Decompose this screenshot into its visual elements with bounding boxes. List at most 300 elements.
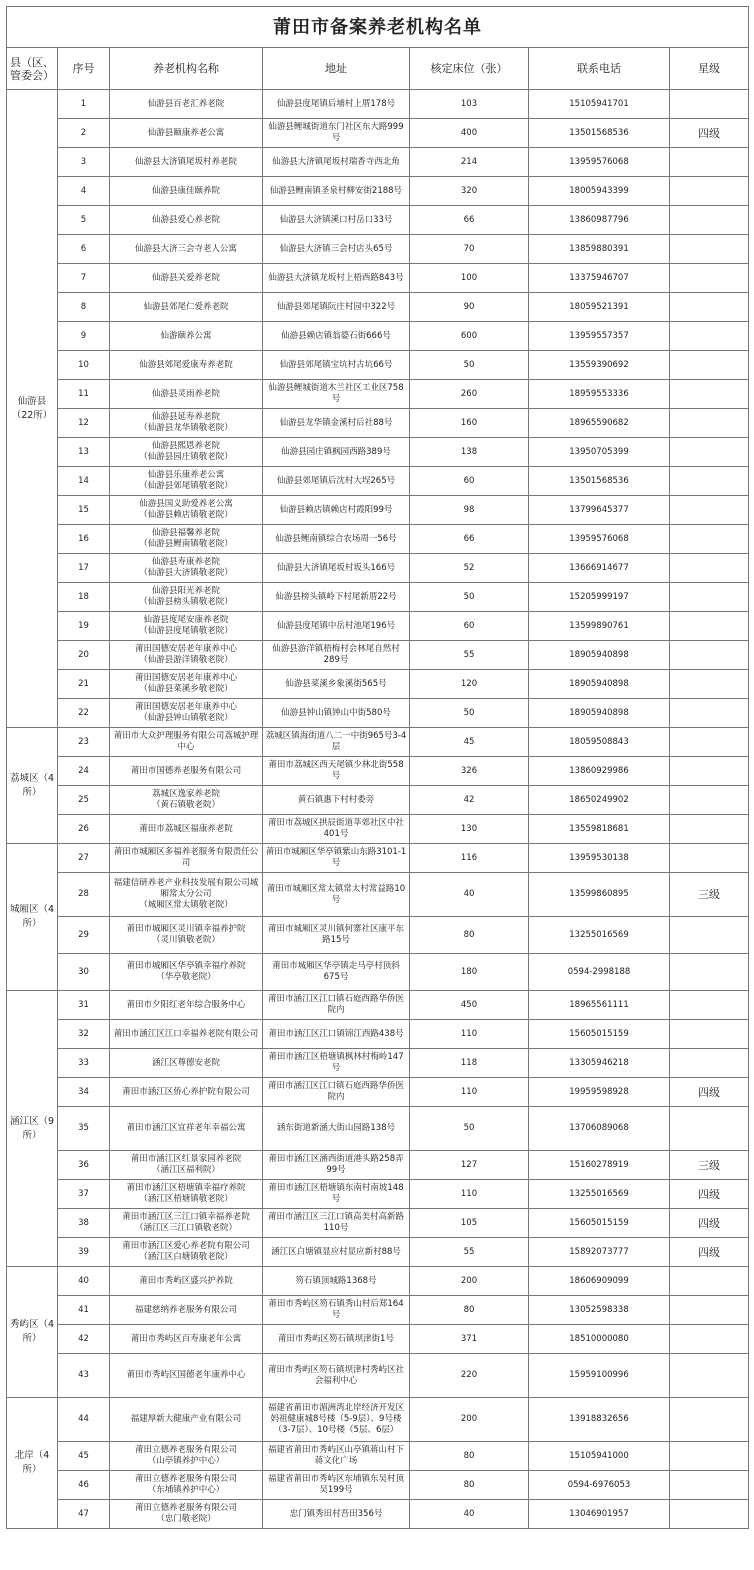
star-cell [670,264,749,293]
phone-cell: 18510000080 [529,1325,670,1354]
table-row [7,1107,749,1151]
name-cell: 莆田市涵江区三江口镇幸福养老院 （涵江区三江口镇敬老院） [110,1209,263,1238]
table-row [7,264,749,293]
seq-cell: 3 [58,148,110,177]
beds-cell: 600 [410,322,529,351]
seq-cell: 37 [58,1180,110,1209]
header-phone: 联系电话 [529,48,670,90]
star-cell [670,293,749,322]
phone-cell: 18905940898 [529,699,670,728]
beds-cell: 55 [410,641,529,670]
star-cell [670,351,749,380]
address-cell: 仙游县鲤城街道东门社区东大路999号 [263,119,410,148]
phone-cell: 18059508843 [529,728,670,757]
phone-cell: 18959553336 [529,380,670,409]
address-cell: 莆田市秀屿区笏石镇坝津村秀屿区社会福利中心 [263,1354,410,1398]
name-cell: 仙游县度尾安康养老院 （仙游县度尾镇敬老院） [110,612,263,641]
phone-cell: 0594-2998188 [529,954,670,991]
beds-cell: 200 [410,1267,529,1296]
table-row [7,554,749,583]
facility-table [6,6,749,1529]
table-row [7,148,749,177]
star-cell [670,1325,749,1354]
address-cell: 莆田市荔城区西天尾镇少林北街558号 [263,757,410,786]
table-row [7,670,749,699]
star-cell: 三级 [670,1151,749,1180]
table-row [7,699,749,728]
star-cell [670,467,749,496]
name-cell: 仙游县大济镇尾坂村养老院 [110,148,263,177]
phone-cell: 15605015159 [529,1020,670,1049]
address-cell: 仙游县度尾镇中岳村池尾196号 [263,612,410,641]
address-cell: 莆田市荔城区拱辰街道莘郊社区中社401号 [263,815,410,844]
phone-cell: 15160278919 [529,1151,670,1180]
table-row [7,1180,749,1209]
address-cell: 仙游县钟山镇钟山中街580号 [263,699,410,728]
address-cell: 仙游县度尾镇后埔村上厝178号 [263,90,410,119]
name-cell: 仙游县郊尾爱康寿养老院 [110,351,263,380]
name-cell: 莆田市秀屿区盛兴护养院 [110,1267,263,1296]
seq-cell: 24 [58,757,110,786]
beds-cell: 220 [410,1354,529,1398]
name-cell: 仙游县阳光养老院 （仙游县榜头镇敬老院） [110,583,263,612]
address-cell: 仙游县大济镇溪口村岳口33号 [263,206,410,235]
seq-cell: 2 [58,119,110,148]
address-cell: 莆田市城厢区常太镇常太村常益路10号 [263,873,410,917]
name-cell: 莆田市涵江区江口幸福养老院有限公司 [110,1020,263,1049]
beds-cell: 326 [410,757,529,786]
seq-cell: 29 [58,917,110,954]
table-row [7,1209,749,1238]
table-row [7,235,749,264]
seq-cell: 35 [58,1107,110,1151]
table-body [7,90,749,1529]
beds-cell: 42 [410,786,529,815]
table-row [7,1325,749,1354]
beds-cell: 60 [410,612,529,641]
name-cell: 仙游县熙恩养老院 （仙游县园庄镇敬老院） [110,438,263,467]
address-cell: 涵东街道新涵大街山园路138号 [263,1107,410,1151]
phone-cell: 13255016569 [529,1180,670,1209]
phone-cell: 18606909099 [529,1267,670,1296]
address-cell: 仙游县郊尾镇宝坑村古坑66号 [263,351,410,380]
address-cell: 仙游县郊尾镇阮庄村园中322号 [263,293,410,322]
phone-cell: 19959598928 [529,1078,670,1107]
star-cell [670,583,749,612]
seq-cell: 30 [58,954,110,991]
seq-cell: 42 [58,1325,110,1354]
header-beds: 核定床位（张） [410,48,529,90]
name-cell: 仙游颐养公寓 [110,322,263,351]
name-cell: 仙游县寿康养老院 （仙游县大济镇敬老院） [110,554,263,583]
name-cell: 莆田市涵江区红景家园养老院 （涵江区福利院） [110,1151,263,1180]
seq-cell: 18 [58,583,110,612]
phone-cell: 13599890761 [529,612,670,641]
name-cell: 仙游县大济三会寺老人公寓 [110,235,263,264]
address-cell: 仙游县菜溪乡象溪街565号 [263,670,410,699]
name-cell: 莆田市秀屿区百寿康老年公寓 [110,1325,263,1354]
star-cell [670,786,749,815]
name-cell: 仙游县爱心养老院 [110,206,263,235]
star-cell [670,728,749,757]
seq-cell: 32 [58,1020,110,1049]
name-cell: 莆田市荔城区福康养老院 [110,815,263,844]
beds-cell: 80 [410,917,529,954]
table-row [7,612,749,641]
beds-cell: 120 [410,670,529,699]
seq-cell: 12 [58,409,110,438]
seq-cell: 40 [58,1267,110,1296]
table-row [7,786,749,815]
beds-cell: 50 [410,1107,529,1151]
star-cell [670,148,749,177]
table-row [7,1471,749,1500]
address-cell: 莆田市涵江区梧塘镇枫林村梅岭147号 [263,1049,410,1078]
seq-cell: 11 [58,380,110,409]
phone-cell: 13599860895 [529,873,670,917]
table-row [7,1296,749,1325]
seq-cell: 21 [58,670,110,699]
beds-cell: 90 [410,293,529,322]
star-cell [670,525,749,554]
star-cell [670,1020,749,1049]
name-cell: 仙游县福馨养老院 （仙游县鲤南镇敬老院） [110,525,263,554]
beds-cell: 160 [410,409,529,438]
beds-cell: 110 [410,1180,529,1209]
name-cell: 仙游县延寿养老院 （仙游县龙华镇敬老院） [110,409,263,438]
address-cell: 仙游县鲤南镇综合农场周一56号 [263,525,410,554]
phone-cell: 13559818681 [529,815,670,844]
name-cell: 福建慈纳养老服务有限公司 [110,1296,263,1325]
name-cell: 仙游县灵雨养老院 [110,380,263,409]
table-row [7,90,749,119]
address-cell: 福建省莆田市湄洲湾北岸经济开发区妈祖健康城8号楼（5-9层）、9号楼（3-7层）、10号楼（5层、6层） [263,1398,410,1442]
address-cell: 仙游县龙华镇金溪村后社88号 [263,409,410,438]
name-cell: 莆田市涵江区爱心养老院有限公司 （涵江区白塘镇敬老院） [110,1238,263,1267]
name-cell: 仙游县乐康养老公寓 （仙游县郊尾镇敬老院） [110,467,263,496]
name-cell: 荔城区逸家养老院 （黄石镇敬老院） [110,786,263,815]
star-cell: 四级 [670,1238,749,1267]
beds-cell: 127 [410,1151,529,1180]
beds-cell: 118 [410,1049,529,1078]
phone-cell: 13860987796 [529,206,670,235]
star-cell [670,1398,749,1442]
star-cell [670,670,749,699]
name-cell: 仙游县百老汇养老院 [110,90,263,119]
seq-cell: 8 [58,293,110,322]
star-cell: 四级 [670,1209,749,1238]
address-cell: 莆田市秀屿区笏石镇坝津街1号 [263,1325,410,1354]
star-cell [670,496,749,525]
seq-cell: 10 [58,351,110,380]
name-cell: 莆田市涵江区侨心养护院有限公司 [110,1078,263,1107]
star-cell [670,409,749,438]
table-row [7,322,749,351]
seq-cell: 6 [58,235,110,264]
seq-cell: 34 [58,1078,110,1107]
beds-cell: 60 [410,467,529,496]
seq-cell: 13 [58,438,110,467]
table-row [7,1354,749,1398]
seq-cell: 39 [58,1238,110,1267]
star-cell [670,206,749,235]
beds-cell: 50 [410,699,529,728]
beds-cell: 110 [410,1078,529,1107]
star-cell: 四级 [670,1180,749,1209]
seq-cell: 23 [58,728,110,757]
beds-cell: 40 [410,873,529,917]
table-row [7,954,749,991]
table-row [7,844,749,873]
star-cell: 四级 [670,119,749,148]
phone-cell: 13799645377 [529,496,670,525]
phone-cell: 18005943399 [529,177,670,206]
address-cell: 笏石镇顶城路1368号 [263,1267,410,1296]
phone-cell: 15105941701 [529,90,670,119]
beds-cell: 110 [410,1020,529,1049]
table-row [7,119,749,148]
seq-cell: 16 [58,525,110,554]
address-cell: 仙游县赖店镇翁婆石街666号 [263,322,410,351]
seq-cell: 25 [58,786,110,815]
table-row [7,1049,749,1078]
seq-cell: 45 [58,1442,110,1471]
beds-cell: 100 [410,264,529,293]
phone-cell: 13860929986 [529,757,670,786]
address-cell: 莆田市涵江区梧塘镇东南村南坡148号 [263,1180,410,1209]
star-cell [670,1442,749,1471]
beds-cell: 80 [410,1296,529,1325]
star-cell [670,844,749,873]
name-cell: 仙游县关爱养老院 [110,264,263,293]
star-cell [670,917,749,954]
address-cell: 仙游县园庄镇枫园西路389号 [263,438,410,467]
star-cell [670,991,749,1020]
beds-cell: 130 [410,815,529,844]
phone-cell: 13666914677 [529,554,670,583]
table-row [7,641,749,670]
star-cell [670,90,749,119]
name-cell: 莆田市城厢区多福养老服务有限责任公司 [110,844,263,873]
phone-cell: 13859880391 [529,235,670,264]
table-row [7,1238,749,1267]
name-cell: 福建信研养老产业科技发展有限公司城厢常太分公司 （城厢区常太镇敬老院） [110,873,263,917]
table-row [7,525,749,554]
seq-cell: 14 [58,467,110,496]
table-row [7,873,749,917]
seq-cell: 47 [58,1500,110,1529]
beds-cell: 50 [410,351,529,380]
phone-cell: 18965561111 [529,991,670,1020]
name-cell: 莆田市秀屿区国德老年康养中心 [110,1354,263,1398]
address-cell: 仙游县大济镇龙坂村上梧西路843号 [263,264,410,293]
name-cell: 莆田国德安居老年康养中心 （仙游县游洋镇敬老院） [110,641,263,670]
phone-cell: 13706089068 [529,1107,670,1151]
name-cell: 仙游县康佳颐养院 [110,177,263,206]
seq-cell: 46 [58,1471,110,1500]
seq-cell: 33 [58,1049,110,1078]
name-cell: 莆田立德养老服务有限公司 （忠门敬老院） [110,1500,263,1529]
header-name: 养老机构名称 [110,48,263,90]
beds-cell: 66 [410,525,529,554]
name-cell: 莆田市城厢区华亭镇幸福疗养院 （华亭敬老院） [110,954,263,991]
table-row [7,1020,749,1049]
table-row [7,293,749,322]
address-cell: 仙游县大济镇尾坂村瑞香寺西北角 [263,148,410,177]
beds-cell: 116 [410,844,529,873]
seq-cell: 44 [58,1398,110,1442]
county-cell: 仙游县（22所） [7,90,58,728]
star-cell [670,1296,749,1325]
address-cell: 仙游县榜头镇岭下村尾新厝22号 [263,583,410,612]
seq-cell: 17 [58,554,110,583]
seq-cell: 7 [58,264,110,293]
header-county: 县（区、管委会） [7,48,58,90]
table-row [7,206,749,235]
phone-cell: 13959576068 [529,148,670,177]
star-cell [670,954,749,991]
phone-cell: 15105941000 [529,1442,670,1471]
name-cell: 仙游县颐康养老公寓 [110,119,263,148]
address-cell: 莆田市涵江区江口镇石庭西路华侨医院内 [263,1078,410,1107]
table-row [7,583,749,612]
beds-cell: 200 [410,1398,529,1442]
address-cell: 仙游县大济镇尾坂村坂头166号 [263,554,410,583]
phone-cell: 13950705399 [529,438,670,467]
county-cell: 荔城区（4所） [7,728,58,844]
beds-cell: 138 [410,438,529,467]
seq-cell: 31 [58,991,110,1020]
table-row [7,1500,749,1529]
phone-cell: 18650249902 [529,786,670,815]
table-row [7,438,749,467]
star-cell: 三级 [670,873,749,917]
table-row [7,351,749,380]
table-row [7,496,749,525]
star-cell [670,1107,749,1151]
beds-cell: 55 [410,1238,529,1267]
phone-cell: 18905940898 [529,670,670,699]
county-cell: 秀屿区（4所） [7,1267,58,1398]
star-cell [670,177,749,206]
beds-cell: 371 [410,1325,529,1354]
phone-cell: 13918832656 [529,1398,670,1442]
beds-cell: 80 [410,1471,529,1500]
star-cell [670,1500,749,1529]
table-row [7,1267,749,1296]
name-cell: 仙游县国义助爱养老公寓 （仙游县赖店镇敬老院） [110,496,263,525]
address-cell: 忠门镇秀田村吾田356号 [263,1500,410,1529]
name-cell: 莆田市夕阳红老年综合服务中心 [110,991,263,1020]
table-row [7,177,749,206]
beds-cell: 45 [410,728,529,757]
seq-cell: 20 [58,641,110,670]
name-cell: 莆田市大众护理服务有限公司荔城护理中心 [110,728,263,757]
address-cell: 莆田市涵江区江口镇石庭西路华侨医院内 [263,991,410,1020]
seq-cell: 15 [58,496,110,525]
beds-cell: 400 [410,119,529,148]
address-cell: 福建省莆田市秀屿区山亭镇蒋山村下蒋文化广场 [263,1442,410,1471]
phone-cell: 13959576068 [529,525,670,554]
address-cell: 福建省莆田市秀屿区东埔镇东吴村顶吴199号 [263,1471,410,1500]
star-cell [670,1049,749,1078]
beds-cell: 80 [410,1442,529,1471]
star-cell [670,1354,749,1398]
table-row [7,380,749,409]
phone-cell: 15605015159 [529,1209,670,1238]
table-row [7,757,749,786]
star-cell [670,1267,749,1296]
star-cell [670,815,749,844]
seq-cell: 26 [58,815,110,844]
phone-cell: 13959530138 [529,844,670,873]
address-cell: 莆田市城厢区灵川镇何寨社区康平东路15号 [263,917,410,954]
star-cell [670,380,749,409]
seq-cell: 5 [58,206,110,235]
star-cell [670,554,749,583]
name-cell: 莆田市涵江区宜祥老年幸福公寓 [110,1107,263,1151]
beds-cell: 180 [410,954,529,991]
star-cell: 四级 [670,1078,749,1107]
address-cell: 莆田市涵江区涵西街道港头路258弄99号 [263,1151,410,1180]
star-cell [670,322,749,351]
phone-cell: 13559390692 [529,351,670,380]
address-cell: 仙游县鲤城街道木兰社区工业区758号 [263,380,410,409]
beds-cell: 103 [410,90,529,119]
beds-cell: 98 [410,496,529,525]
beds-cell: 260 [410,380,529,409]
phone-cell: 0594-6976053 [529,1471,670,1500]
table-row [7,815,749,844]
table-row [7,1078,749,1107]
phone-cell: 13501568536 [529,467,670,496]
name-cell: 莆田市城厢区灵川镇幸福养护院 （灵川镇敬老院） [110,917,263,954]
table-row [7,917,749,954]
phone-cell: 13501568536 [529,119,670,148]
name-cell: 福建厚新大健康产业有限公司 [110,1398,263,1442]
phone-cell: 15892073777 [529,1238,670,1267]
table-row [7,991,749,1020]
beds-cell: 70 [410,235,529,264]
phone-cell: 13046901957 [529,1500,670,1529]
beds-cell: 105 [410,1209,529,1238]
seq-cell: 1 [58,90,110,119]
phone-cell: 13305946218 [529,1049,670,1078]
table-row [7,1398,749,1442]
address-cell: 仙游县鲤南镇圣泉村柳安街2188号 [263,177,410,206]
address-cell: 仙游县郊尾镇后沈村大埕265号 [263,467,410,496]
phone-cell: 18905940898 [529,641,670,670]
name-cell: 莆田市涵江区梧塘镇幸福疗养院 （涵江区梧塘镇敬老院） [110,1180,263,1209]
name-cell: 莆田国德安居老年康养中心 （仙游县钟山镇敬老院） [110,699,263,728]
county-cell: 北岸（4所） [7,1398,58,1529]
table-row [7,409,749,438]
seq-cell: 9 [58,322,110,351]
phone-cell: 13052598338 [529,1296,670,1325]
star-cell [670,1471,749,1500]
header-row [7,48,749,90]
address-cell: 莆田市城厢区华亭镇紫山东路3101-1号 [263,844,410,873]
beds-cell: 40 [410,1500,529,1529]
name-cell: 莆田立德养老服务有限公司 （东埔镇养护中心） [110,1471,263,1500]
document-title: 莆田市备案养老机构名单 [7,7,749,48]
address-cell: 仙游县游洋镇梧梅村会林尾自然村289号 [263,641,410,670]
address-cell: 莆田市涵江区江口镇锦江西路438号 [263,1020,410,1049]
beds-cell: 320 [410,177,529,206]
beds-cell: 214 [410,148,529,177]
county-cell: 城厢区（4所） [7,844,58,991]
phone-cell: 15205999197 [529,583,670,612]
